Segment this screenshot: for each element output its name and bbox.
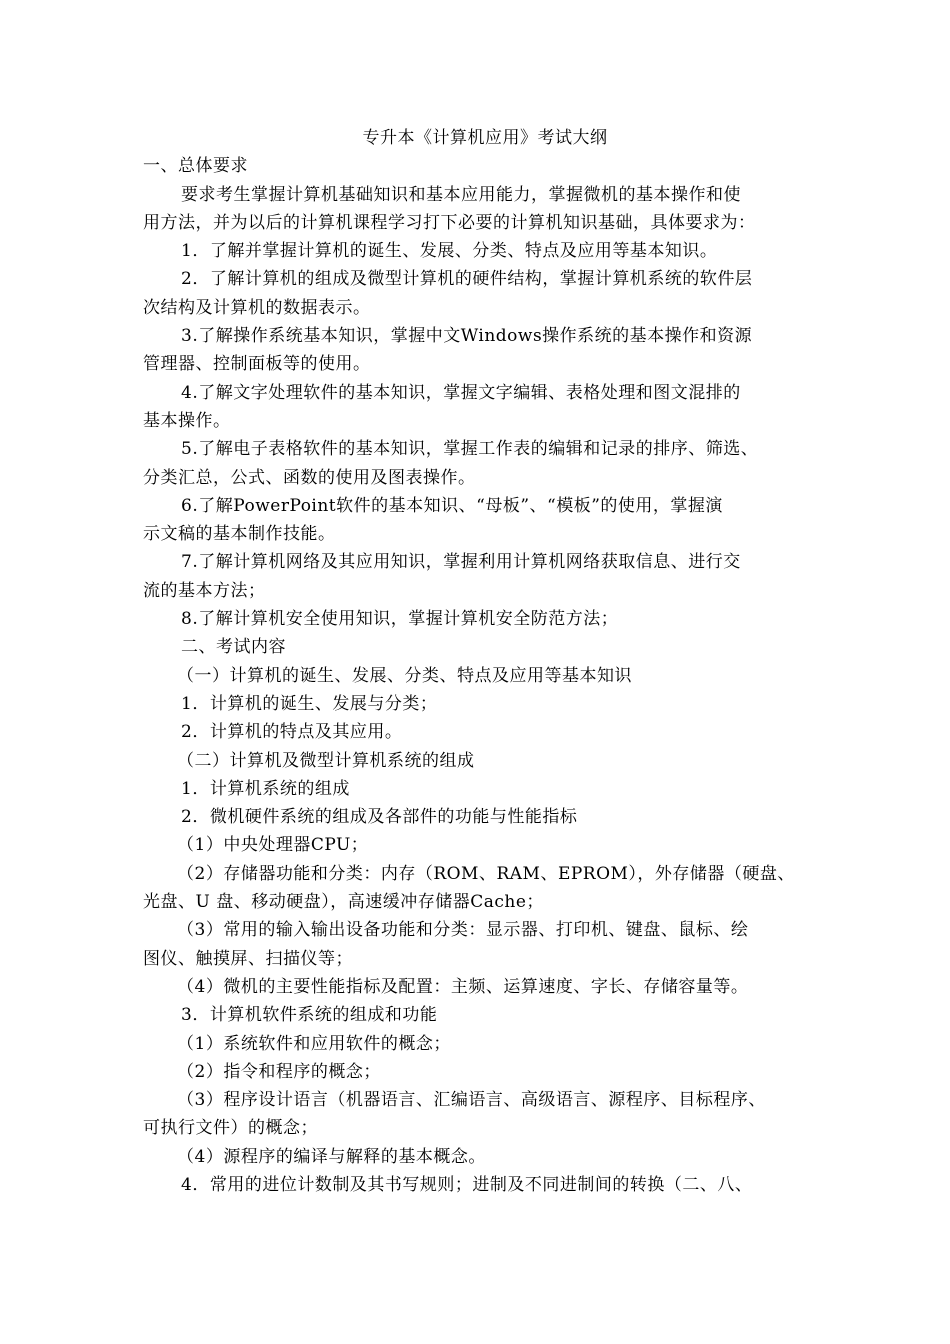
text-line: （4）源程序的编译与解释的基本概念。 (177, 1146, 486, 1167)
text-line: （2）指令和程序的概念； (177, 1061, 381, 1082)
text-line: 2．了解计算机的组成及微型计算机的硬件结构，掌握计算机系统的软件层 (181, 269, 753, 290)
document-title: 专升本《计算机应用》考试大纲 (362, 128, 608, 148)
text-line: （4）微机的主要性能指标及配置：主频、运算速度、字长、存储容量等。 (177, 976, 749, 997)
text-line: 示文稿的基本制作技能。 (143, 524, 336, 545)
text-line: 8.了解计算机安全使用知识，掌握计算机安全防范方法； (181, 609, 619, 630)
document-body (143, 124, 827, 1199)
text-line: 3．计算机软件系统的组成和功能 (181, 1005, 438, 1026)
text-line: （1）系统软件和应用软件的概念； (177, 1033, 451, 1054)
text-line: 二、考试内容 (181, 637, 286, 658)
text-line: 次结构及计算机的数据表示。 (143, 297, 371, 318)
text-line: 用方法，并为以后的计算机课程学习打下必要的计算机知识基础，具体要求为： (143, 212, 756, 233)
text-line: 4．常用的进位计数制及其书写规则；进制及不同进制间的转换（二、八、 (181, 1174, 753, 1195)
text-line: 一、总体要求 (143, 156, 248, 177)
text-line: 7.了解计算机网络及其应用知识，掌握利用计算机网络获取信息、进行交 (181, 552, 741, 573)
text-line: （3）常用的输入输出设备功能和分类：显示器、打印机、键盘、鼠标、绘 (177, 920, 749, 941)
text-line: 1．计算机系统的组成 (181, 778, 350, 799)
text-line: 可执行文件）的概念； (143, 1118, 318, 1139)
text-line: 2．微机硬件系统的组成及各部件的功能与性能指标 (181, 807, 578, 828)
text-line: 基本操作。 (143, 410, 231, 431)
text-line: 要求考生掌握计算机基础知识和基本应用能力，掌握微机的基本操作和使 (181, 184, 741, 205)
text-line: 光盘、U 盘、移动硬盘），高速缓冲存储器Cache； (143, 892, 544, 913)
text-line: （1）中央处理器CPU； (177, 835, 369, 856)
text-line: 1．了解并掌握计算机的诞生、发展、分类、特点及应用等基本知识。 (181, 241, 718, 262)
text-line: （3）程序设计语言（机器语言、汇编语言、高级语言、源程序、目标程序、 (177, 1090, 766, 1111)
text-line: 流的基本方法； (143, 580, 266, 601)
text-line: 分类汇总，公式、函数的使用及图表操作。 (143, 467, 476, 488)
document-lines (143, 152, 827, 1199)
text-line: 6.了解PowerPoint软件的基本知识、“母板”、“模板”的使用，掌握演 (181, 495, 723, 516)
text-line: （二）计算机及微型计算机系统的组成 (177, 750, 475, 771)
text-line: （一）计算机的诞生、发展、分类、特点及应用等基本知识 (177, 665, 632, 686)
text-line: 3.了解操作系统基本知识，掌握中文Windows操作系统的基本操作和资源 (181, 326, 753, 347)
text-line: 5.了解电子表格软件的基本知识，掌握工作表的编辑和记录的排序、筛选、 (181, 439, 759, 460)
text-line: 管理器、控制面板等的使用。 (143, 354, 371, 375)
text-line: 2．计算机的特点及其应用。 (181, 722, 403, 743)
text-line: （2）存储器功能和分类：内存（ROM、RAM、EPROM），外存储器（硬盘、 (177, 863, 795, 884)
text-line: 图仪、触摸屏、扫描仪等； (143, 948, 353, 969)
text-line: 4.了解文字处理软件的基本知识，掌握文字编辑、表格处理和图文混排的 (181, 382, 741, 403)
text-line: 1．计算机的诞生、发展与分类； (181, 693, 438, 714)
